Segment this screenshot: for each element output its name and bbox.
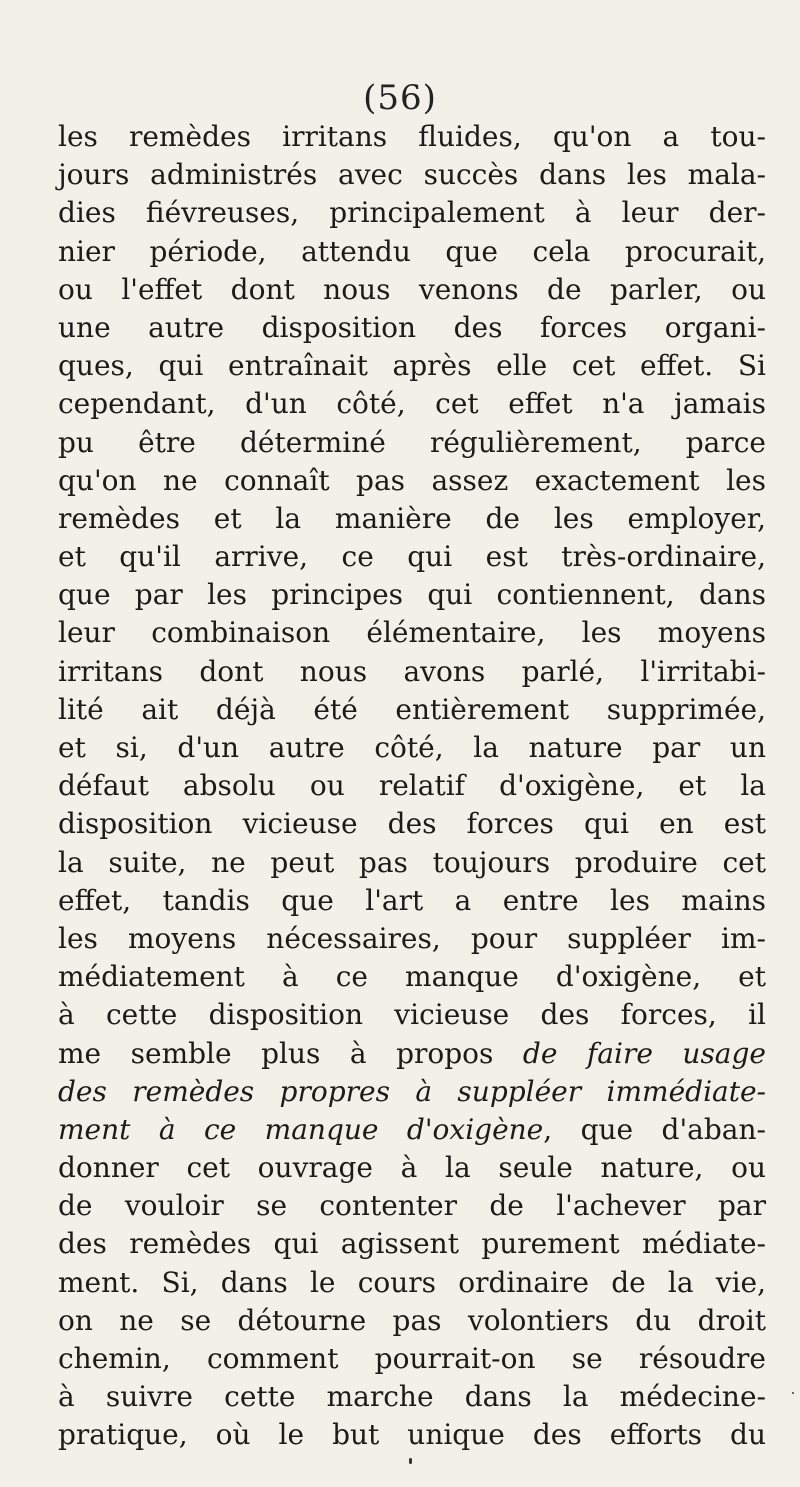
text-line: qu'on ne connaît pas assez exactement les [58, 463, 766, 497]
text-line: ques, qui entraînait après elle cet effet. Si [58, 349, 766, 383]
text-line: nier période, attendu que cela procurait, [58, 234, 766, 268]
text-line: jours administrés avec succès dans les mala- [58, 158, 766, 192]
text-line: les remèdes irritans fluides, qu'on a tou- [58, 120, 766, 153]
text-line: donner cet ouvrage à la seule nature, ou [58, 1151, 766, 1185]
text-line: à suivre cette marche dans la médecine- [58, 1380, 766, 1414]
text-line: dies fiévreuses, principalement à leur der- [58, 196, 766, 230]
page-number: (56) [363, 78, 437, 118]
text-line: chemin, comment pourrait-on se résoudre [58, 1342, 766, 1375]
text-line: médiatement à ce manque d'oxigène, et [58, 960, 766, 994]
paper-speck [792, 1392, 794, 1394]
roman-segment: me semble plus à propos [58, 1036, 523, 1070]
text-line: et si, d'un autre côté, la nature par un [58, 731, 766, 764]
italic-segment: ment à ce manque d'oxigène [58, 1112, 544, 1146]
text-line: irritans dont nous avons parlé, l'irritabi- [58, 654, 766, 688]
text-line-mixed [58, 1111, 766, 1149]
text-line: défaut absolu ou relatif d'oxigène, et la [58, 769, 766, 803]
text-line: effet, tandis que l'art a entre les mains [58, 883, 766, 917]
text-line: ment. Si, dans le cours ordinaire de la vie, [58, 1265, 766, 1299]
text-line: cependant, d'un côté, cet effet n'a jamais [58, 387, 766, 421]
text-line: on ne se détourne pas volontiers du droit [58, 1303, 766, 1337]
text-line: pratique, où le but unique des efforts du [58, 1418, 766, 1452]
text-line: les moyens nécessaires, pour suppléer im- [58, 921, 766, 955]
text-line-italic: des remèdes propres à suppléer immédiate- [58, 1074, 766, 1108]
text-line: disposition vicieuse des forces qui en est [58, 807, 766, 841]
text-line: pu être déterminé régulièrement, parce [58, 425, 766, 459]
text-line: que par les principes qui contiennent, dans [58, 578, 766, 612]
body-text [58, 118, 766, 1455]
text-line: et qu'il arrive, ce qui est très-ordinaire, [58, 540, 766, 574]
text-line: une autre disposition des forces organi- [58, 310, 766, 344]
text-line: lité ait déjà été entièrement supprimée, [58, 692, 766, 726]
italic-segment: de faire usage [522, 1036, 766, 1070]
text-line: ou l'effet dont nous venons de parler, ou [58, 272, 766, 306]
text-line: à cette disposition vicieuse des forces, il [58, 998, 766, 1032]
text-line: remèdes et la manière de les employer, [58, 501, 766, 535]
text-line: des remèdes qui agissent purement médiate- [58, 1227, 766, 1261]
roman-segment: , que d'aban- [543, 1112, 766, 1146]
text-line: de vouloir se contenter de l'achever par [58, 1189, 766, 1223]
text-line: leur combinaison élémentaire, les moyens [58, 616, 766, 650]
text-line-mixed [58, 1035, 766, 1073]
ink-mark [409, 1458, 412, 1464]
text-line: la suite, ne peut pas toujours produire cet [58, 845, 766, 879]
